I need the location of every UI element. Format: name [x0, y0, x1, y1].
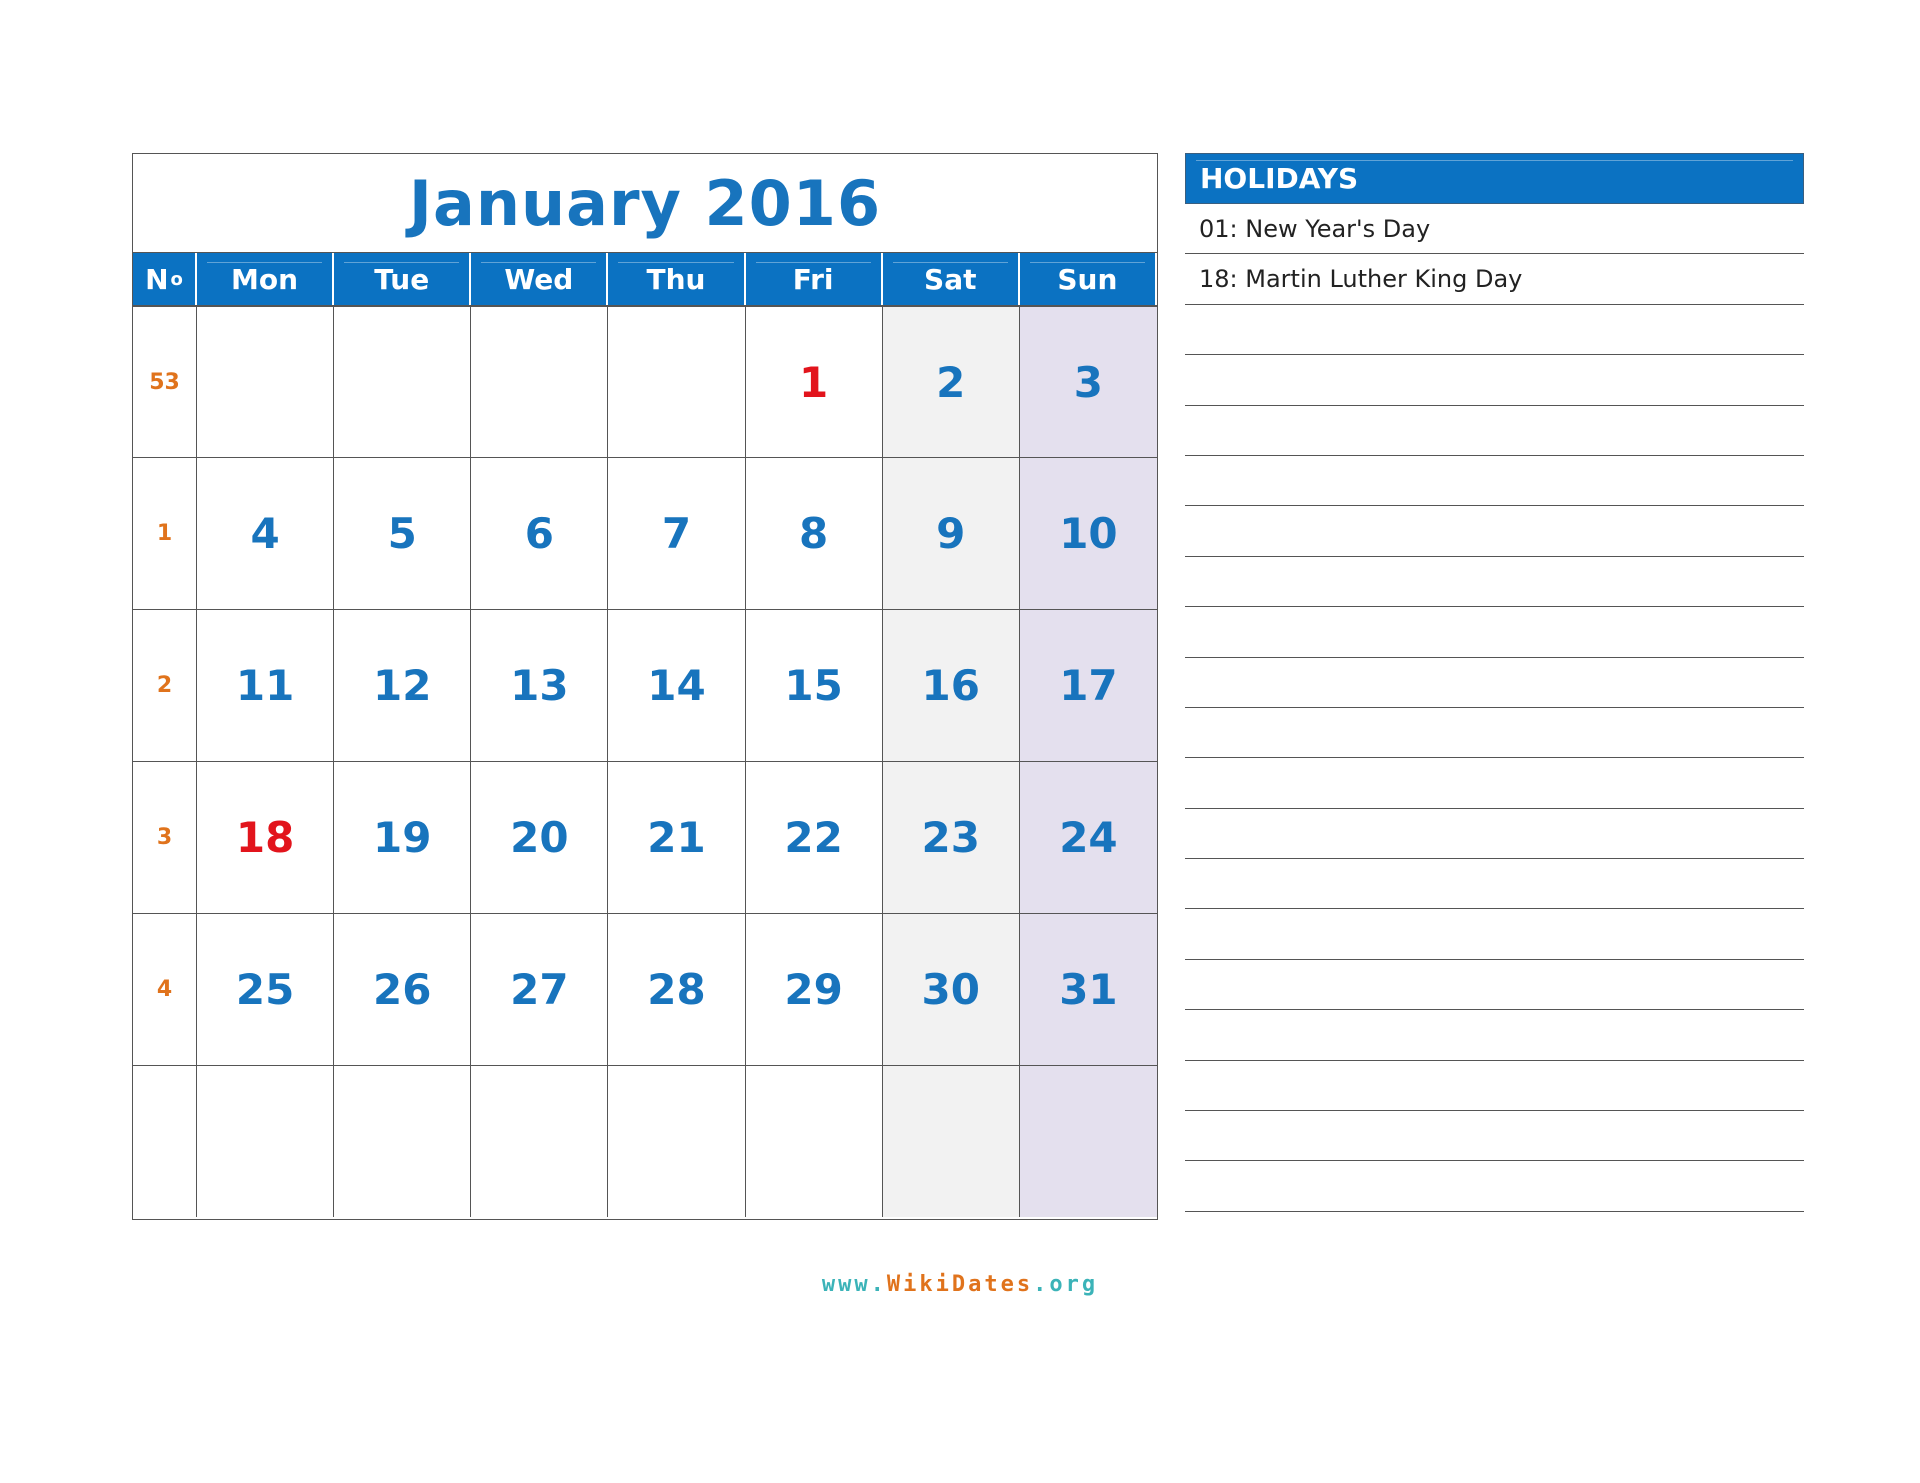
- week-number: 53: [133, 305, 197, 457]
- blank-note-line: [1185, 456, 1804, 506]
- day-cell-mon: 18: [197, 761, 334, 913]
- blank-note-line: [1185, 1161, 1804, 1211]
- week-number-header-sup: o: [170, 268, 183, 290]
- week-number-header-label: N: [145, 262, 169, 296]
- day-cell-fri: [746, 1065, 883, 1217]
- day-cell-sat: 9: [883, 457, 1020, 609]
- blank-note-line: [1185, 909, 1804, 959]
- day-cell-tue: [334, 1065, 471, 1217]
- day-cell-wed: 6: [471, 457, 608, 609]
- day-cell-tue: 19: [334, 761, 471, 913]
- day-cell-wed: [471, 305, 608, 457]
- week-number: [133, 1065, 197, 1217]
- day-cell-wed: 13: [471, 609, 608, 761]
- day-cell-sat: 30: [883, 913, 1020, 1065]
- blank-note-line: [1185, 1111, 1804, 1161]
- day-cell-mon: 11: [197, 609, 334, 761]
- calendar-grid: [133, 253, 1157, 1217]
- holidays-title: HOLIDAYS: [1185, 153, 1804, 204]
- blank-note-line: [1185, 960, 1804, 1010]
- day-cell-fri: 22: [746, 761, 883, 913]
- footer-tld: .org: [1033, 1272, 1099, 1297]
- blank-note-line: [1185, 1010, 1804, 1060]
- day-cell-sun: 31: [1020, 913, 1157, 1065]
- week-number: 3: [133, 761, 197, 913]
- blank-note-line: [1185, 708, 1804, 758]
- day-cell-mon: [197, 1065, 334, 1217]
- day-cell-tue: 26: [334, 913, 471, 1065]
- day-cell-mon: 4: [197, 457, 334, 609]
- holidays-list: [1185, 204, 1804, 1212]
- day-cell-sat: 23: [883, 761, 1020, 913]
- week-number: 2: [133, 609, 197, 761]
- day-cell-thu: 28: [608, 913, 745, 1065]
- day-header-sat: Sat: [883, 253, 1020, 305]
- day-cell-mon: 25: [197, 913, 334, 1065]
- footer-website: [0, 1272, 1920, 1297]
- day-cell-wed: 27: [471, 913, 608, 1065]
- day-cell-wed: 20: [471, 761, 608, 913]
- day-cell-fri: 29: [746, 913, 883, 1065]
- blank-note-line: [1185, 859, 1804, 909]
- holiday-item: 18: Martin Luther King Day: [1185, 254, 1804, 304]
- blank-note-line: [1185, 758, 1804, 808]
- blank-note-line: [1185, 1061, 1804, 1111]
- month-title: January 2016: [133, 154, 1157, 253]
- blank-note-line: [1185, 557, 1804, 607]
- day-cell-sun: 3: [1020, 305, 1157, 457]
- day-cell-sat: [883, 1065, 1020, 1217]
- holidays-panel: [1185, 153, 1804, 1212]
- day-cell-sun: [1020, 1065, 1157, 1217]
- day-cell-thu: 14: [608, 609, 745, 761]
- day-cell-sun: 24: [1020, 761, 1157, 913]
- day-cell-fri: 1: [746, 305, 883, 457]
- day-cell-wed: [471, 1065, 608, 1217]
- day-cell-thu: [608, 305, 745, 457]
- footer-www: www.: [821, 1272, 887, 1297]
- footer-brand: WikiDates: [886, 1272, 1034, 1297]
- day-cell-tue: 12: [334, 609, 471, 761]
- day-cell-sat: 16: [883, 609, 1020, 761]
- week-number: 1: [133, 457, 197, 609]
- month-calendar: [132, 153, 1158, 1220]
- day-cell-tue: 5: [334, 457, 471, 609]
- holiday-item: 01: New Year's Day: [1185, 204, 1804, 254]
- blank-note-line: [1185, 406, 1804, 456]
- day-cell-sun: 17: [1020, 609, 1157, 761]
- blank-note-line: [1185, 607, 1804, 657]
- week-number: 4: [133, 913, 197, 1065]
- blank-note-line: [1185, 506, 1804, 556]
- day-cell-sat: 2: [883, 305, 1020, 457]
- day-header-tue: Tue: [334, 253, 471, 305]
- day-cell-thu: 21: [608, 761, 745, 913]
- day-header-thu: Thu: [608, 253, 745, 305]
- blank-note-line: [1185, 809, 1804, 859]
- day-cell-fri: 8: [746, 457, 883, 609]
- day-cell-tue: [334, 305, 471, 457]
- day-cell-mon: [197, 305, 334, 457]
- day-header-wed: Wed: [471, 253, 608, 305]
- blank-note-line: [1185, 305, 1804, 355]
- day-header-mon: Mon: [197, 253, 334, 305]
- day-header-sun: Sun: [1020, 253, 1157, 305]
- blank-note-line: [1185, 355, 1804, 405]
- day-header-fri: Fri: [746, 253, 883, 305]
- day-cell-thu: 7: [608, 457, 745, 609]
- day-cell-thu: [608, 1065, 745, 1217]
- day-cell-sun: 10: [1020, 457, 1157, 609]
- week-number-header: [133, 253, 197, 305]
- blank-note-line: [1185, 658, 1804, 708]
- day-cell-fri: 15: [746, 609, 883, 761]
